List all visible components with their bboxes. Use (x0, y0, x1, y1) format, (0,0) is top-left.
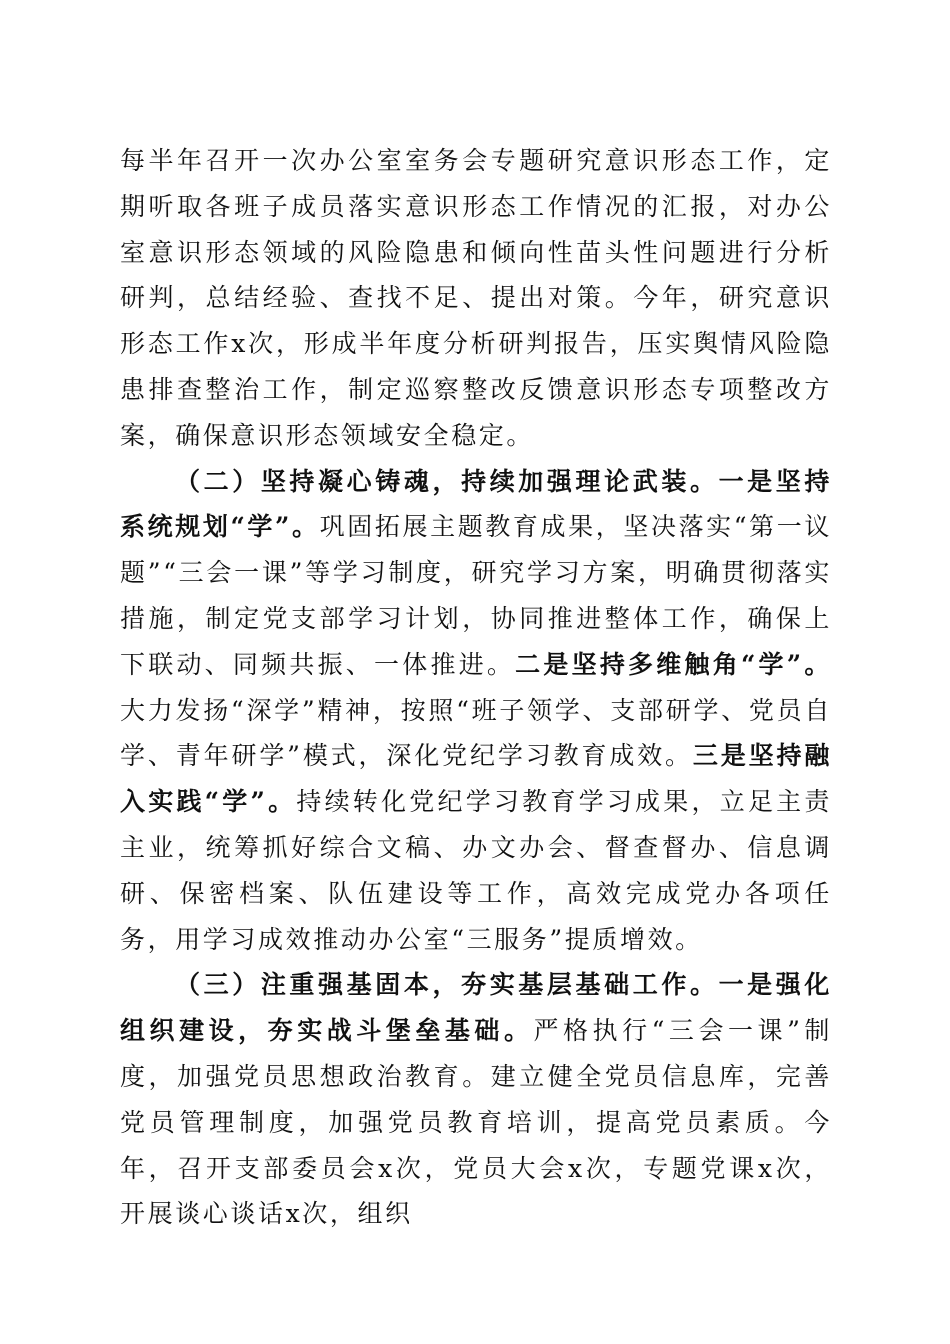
bold-subheading: 二是坚持多维触角“学”。 (515, 649, 832, 679)
body-text: 持续转化党纪学习教育学习成果，立足主责主业，统筹抓好综合文稿、办文办会、督查督办、信息调研、保密档案、队伍建设等工作，高效完成党办各项任务，用学习成效推动办公室“三服务”提质增效。 (120, 787, 832, 954)
body-text: 大力发扬“深学”精神，按照“班子领学、支部研学、党员自学、青年研学”模式，深化党纪学习教育成效。 (120, 695, 832, 771)
document-page (120, 138, 832, 1237)
body-text: 严格执行“三会一课”制度，加强党员思想政治教育。建立健全党员信息库，完善党员管理制度，加强党员教育培训，提高党员素质。今年，召开支部委员会x次，党员大会x次，专题党课x次，开展谈心谈话x次，组织 (120, 1016, 832, 1229)
section-heading: （二）坚持凝心铸魂，持续加强理论武装。一是坚持系统规划“学”。 (120, 466, 832, 542)
paragraph-theory-study (120, 459, 832, 963)
paragraph-ideology-work (120, 138, 832, 459)
body-text: 巩固拓展主题教育成果，坚决落实“第一议题”“三会一课”等学习制度，研究学习方案，明确贯彻落实措施，制定党支部学习计划，协同推进整体工作，确保上下联动、同频共振、一体推进。 (120, 512, 832, 679)
section-heading: （三）注重强基固本，夯实基层基础工作。一是强化组织建设，夯实战斗堡垒基础。 (120, 970, 832, 1046)
paragraph-grassroots-work (120, 962, 832, 1237)
body-text: 每半年召开一次办公室室务会专题研究意识形态工作，定期听取各班子成员落实意识形态工作情况的汇报，对办公室意识形态领域的风险隐患和倾向性苗头性问题进行分析研判，总结经验、查找不足、提出对策。今年，研究意识形态工作x次，形成半年度分析研判报告，压实舆情风险隐患排查整治工作，制定巡察整改反馈意识形态专项整改方案，确保意识形态领域安全稳定。 (120, 146, 832, 450)
bold-subheading: 三是坚持融入实践“学”。 (120, 741, 832, 817)
